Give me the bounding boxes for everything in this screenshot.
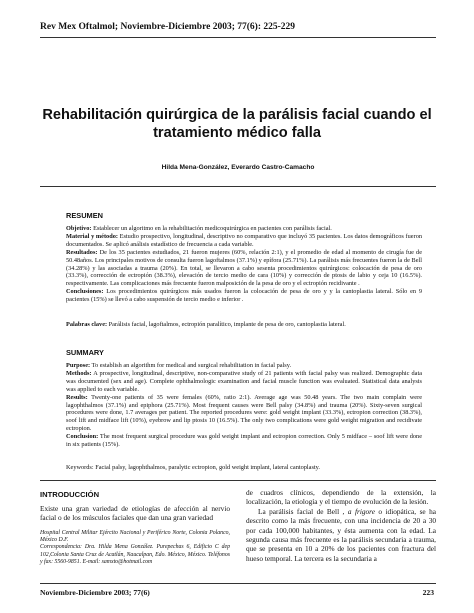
intro-heading: INTRODUCCIÓN bbox=[40, 490, 100, 499]
summary-keywords: Keywords: Facial palsy, lagophthalmos, paralytic ectropion, gold weight implant, lateral cantoplasty. bbox=[66, 464, 320, 471]
summary-purpose: Purpose: To establish an algorithm for medical and surgical rehabilitation in facial palsy. bbox=[66, 362, 292, 369]
intro-right-p2: La parálisis facial de Bell , a frigore o idiopática, se ha descrito como la más frecuente, con una incidencia de 20 a 30 por cada 100,000 habitantes, y ésta aumenta con la edad. La segunda causa más frecuente es la parálisis secundaria a trauma, que se presenta en 10 a 20% de los pacientes con fractura del hueso temporal. La tercera es la secundaria a bbox=[246, 506, 436, 563]
affiliation-block bbox=[40, 530, 230, 566]
journal-header: Rev Mex Oftalmol; Noviembre-Diciembre 2003; 77(6): 225-229 bbox=[40, 22, 296, 32]
header-rule bbox=[40, 37, 436, 38]
resumen-keywords: Palabras clave: Parálisis facial, lagoftalmos, ectropión paralítico, implante de pesa de oro, cantoplastia lateral. bbox=[66, 321, 346, 328]
affiliation: Hospital Central Militar Ejército Nacional y Periférico Norte, Colonia Polanco, México D.F. bbox=[40, 530, 230, 544]
footer-rule bbox=[40, 583, 436, 584]
summary-body bbox=[66, 362, 422, 449]
summary-results: Results: Twenty-one patients of 35 were females (60%, ratio 2:1). Average age was 50.48 years. The two main complain were lagophthalmos (37.1%) and epiphora (25.71%). Most frequent causes were Bell palsy (34.8%) and trauma (20%). Sixty-seven surgical procedures were done, 1.7 averages per patient. The reported procedures were: gold weight implant (33.3%), ectropion correction (38.3%), soof lift and midface lift (10%), eyebrow and lip ptosis 10 (16.5%). The only two complications were gold weight migration and recidivate ectropion. bbox=[66, 393, 422, 433]
resumen-resultados: Resultados: De los 35 pacientes estudiados, 21 fueron mujeres (60%, relación 2:1), y el promedio de edad al momento de cirugía fue de 50.48años. Los principales motivos de consulta fueron lagoftalmos (37.1%) y epífora (25.71%). La parálisis más frecuentes fueron la de Bell (34.28%) y las asociadas a trauma (20%). En total, se llevaron a cabo sesenta procedimientos quirúrgicos: colocación de pesa de oro (33.3%), corrección de ectropión (38.3%), elevación de tercio medio de cara (10%) y corrección de ptosis de labio y ceja 10 (16.5%). respectivamente. Las complicaciones más frecuente fueron malposición de la pesa de oro y el ectropión recidivante . bbox=[66, 248, 422, 288]
resumen-objetivo: Objetivo: Establecer un algoritmo en la rehabilitación medicoquirúrgica en pacientes con parálisis facial. bbox=[66, 225, 332, 232]
resumen-body bbox=[66, 225, 422, 304]
intro-right-column bbox=[246, 488, 436, 563]
summary-conclusion: Conclusion: The most frequent surgical procedure was gold weight implant and ectropion correction. Only 5 midface – soof lift were done in six patients (15%). bbox=[66, 433, 422, 449]
resumen-heading: RESUMEN bbox=[66, 211, 103, 220]
abstract-top-rule bbox=[40, 186, 436, 187]
title-line-1: Rehabilitación quirúrgica de la parálisis facial cuando el bbox=[42, 107, 432, 123]
resumen-material: Material y método: Estudio prospectivo, longitudinal, descriptivo no comparativo que incluyó 35 pacientes. Los datos demográficos fueron documentados. Se aplicó análisis estadístico de frecuencia a cada variable. bbox=[66, 232, 422, 248]
resumen-conclusiones: Conclusiones: Los procedimientos quirúrgicos más usados fueron la colocación de pesa de oro y y la cantoplastia lateral. Sólo en 9 pacientes (15%) se llevó a cabo suspensión de tercio medio e inferior . bbox=[66, 288, 422, 304]
summary-methods: Methods: A prospective, longitudinal, descriptive, non-comparative study of 21 patients with facial palsy was realized. Demographic data was documented (sex and age). Complete ophthalmologic examination and facial muscle function was evaluated. Statistical data analysis was applied to each variable. bbox=[66, 369, 422, 393]
correspondence: Correspondencia: Dra. Hilda Mena González. Purepechas 6, Edificio C dep 102,Colonia Santa Cruz de Acatlán, Naucalpan, Edo. México, México. Teléfonos y fax: 5560-9851. E-mail: samxto@hotmail.com bbox=[40, 544, 230, 565]
summary-heading: SUMMARY bbox=[66, 348, 104, 357]
intro-right-p1: de cuadros clínicos, dependiendo de la extensión, la localización, la etiología y el tiempo de evolución de la lesión. bbox=[246, 488, 436, 507]
title-line-2: tratamiento médico falla bbox=[153, 125, 321, 141]
authors: Hilda Mena-González, Everardo Castro-Camacho bbox=[161, 164, 315, 171]
abstract-bottom-rule bbox=[40, 480, 436, 481]
article-title bbox=[30, 106, 444, 142]
page-number: 223 bbox=[422, 588, 434, 597]
intro-left-text: Existe una gran variedad de etiologías de afección al nervio facial o de los músculos faciales que dan una gran variedad bbox=[40, 504, 230, 523]
footer-issue: Noviembre-Diciembre 2003; 77(6) bbox=[40, 588, 150, 597]
